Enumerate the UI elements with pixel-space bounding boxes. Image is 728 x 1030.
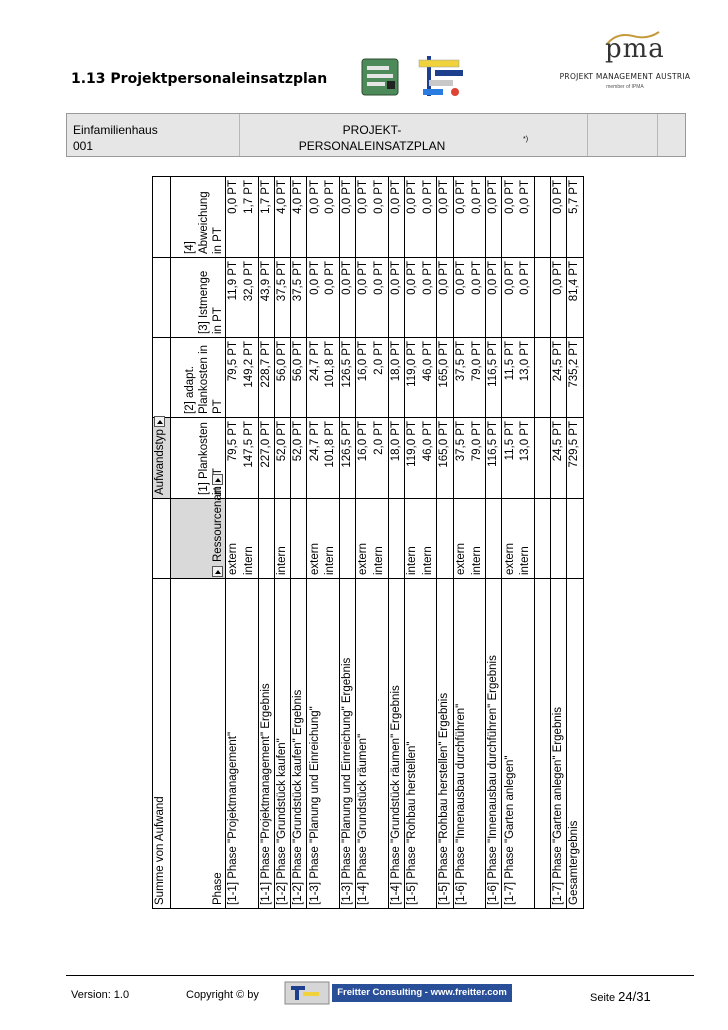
value-cell: 37,5 PT <box>453 418 469 499</box>
value-cell: 1,7 PT <box>258 177 274 258</box>
value-cell: 32,0 PT <box>242 258 258 338</box>
phase-cell <box>518 579 534 909</box>
footer-page <box>590 989 651 1004</box>
document-banner <box>66 113 686 157</box>
ressource-cell <box>486 499 502 579</box>
value-cell: 46,0 PT <box>421 338 437 418</box>
value-cell: 4,0 PT <box>274 177 290 258</box>
ressource-cell <box>437 499 453 579</box>
value-cell: 18,0 PT <box>388 418 404 499</box>
col-header-4: [4] Abweichung in PT <box>171 177 226 258</box>
logo-name: pma <box>605 34 665 64</box>
value-cell: 37,5 PT <box>274 258 290 338</box>
value-cell: 18,0 PT <box>388 338 404 418</box>
value-cell: 0,0 PT <box>323 177 339 258</box>
ressource-cell <box>339 499 355 579</box>
phase-cell: [1-1] Phase "Projektmanagement" <box>226 579 242 909</box>
value-cell: 0,0 PT <box>323 258 339 338</box>
table-row <box>274 177 290 909</box>
value-cell: 0,0 PT <box>421 177 437 258</box>
phase-header-label: Phase <box>212 872 224 905</box>
ressource-cell <box>258 499 274 579</box>
value-cell: 56,0 PT <box>291 338 307 418</box>
footnote-marker: *) <box>523 136 529 143</box>
value-cell: 2,0 PT <box>372 338 388 418</box>
value-cell: 119,0 PT <box>404 418 420 499</box>
ressource-cell: extern <box>356 499 372 579</box>
phase-cell <box>242 579 258 909</box>
value-cell <box>534 338 550 418</box>
phase-cell: [1-4] Phase "Grundstück räumen" <box>356 579 372 909</box>
table-row <box>339 177 355 909</box>
ressource-cell <box>551 499 567 579</box>
value-cell: 165,0 PT <box>437 418 453 499</box>
value-cell: 0,0 PT <box>453 177 469 258</box>
phase-cell: [1-6] Phase "Innenausbau durchführen" <box>453 579 469 909</box>
table-row <box>551 177 567 909</box>
value-cell: 0,0 PT <box>339 258 355 338</box>
phase-header[interactable] <box>171 579 226 909</box>
pivot-table <box>152 177 579 909</box>
value-cell: 0,0 PT <box>372 258 388 338</box>
value-cell: 79,0 PT <box>469 418 485 499</box>
value-cell: 37,5 PT <box>291 258 307 338</box>
value-cell: 0,0 PT <box>404 258 420 338</box>
ressource-cell: intern <box>518 499 534 579</box>
phase-cell <box>469 579 485 909</box>
table-row <box>307 177 323 909</box>
table-row <box>372 177 388 909</box>
value-cell: 101,8 PT <box>323 338 339 418</box>
value-cell: 24,7 PT <box>307 418 323 499</box>
value-cell: 43,9 PT <box>258 258 274 338</box>
value-cell: 1,7 PT <box>242 177 258 258</box>
phase-cell <box>421 579 437 909</box>
value-cell: 56,0 PT <box>274 338 290 418</box>
value-cell: 0,0 PT <box>226 177 242 258</box>
table-row <box>258 177 274 909</box>
footer-divider <box>66 975 694 976</box>
value-cell: 0,0 PT <box>388 177 404 258</box>
pivot-title: Summe von Aufwand <box>153 579 171 909</box>
phase-cell: [1-3] Phase "Planung und Einreichung" <box>307 579 323 909</box>
value-cell: 227,0 PT <box>258 418 274 499</box>
page-label: Seite <box>590 992 616 1004</box>
phase-cell <box>372 579 388 909</box>
phase-cell: [1-3] Phase "Planung und Einreichung" Ergebnis <box>339 579 355 909</box>
value-cell: 0,0 PT <box>518 177 534 258</box>
table-row <box>242 177 258 909</box>
value-cell: 147,5 PT <box>242 418 258 499</box>
value-cell: 0,0 PT <box>486 177 502 258</box>
aufwand-dropdown-icon[interactable] <box>154 416 165 427</box>
doc-title-line1: PROJEKT- <box>342 123 402 137</box>
ressource-cell: extern <box>453 499 469 579</box>
value-cell <box>534 258 550 338</box>
value-cell: 24,7 PT <box>307 338 323 418</box>
value-cell: 0,0 PT <box>502 177 518 258</box>
banner-divider <box>587 114 588 156</box>
value-cell <box>534 418 550 499</box>
value-cell: 0,0 PT <box>421 258 437 338</box>
page-number: 24/31 <box>618 989 651 1004</box>
value-cell: 5,7 PT <box>567 177 583 258</box>
value-cell: 52,0 PT <box>274 418 290 499</box>
value-cell: 101,8 PT <box>323 418 339 499</box>
phase-dropdown-icon[interactable] <box>212 566 223 577</box>
phase-cell: [1-6] Phase "Innenausbau durchführen" Ergebnis <box>486 579 502 909</box>
project-name: Einfamilienhaus <box>73 123 158 137</box>
table-row <box>469 177 485 909</box>
col-header-1: [1] Plankosten in <box>171 418 226 499</box>
value-cell: 0,0 PT <box>339 177 355 258</box>
table-row <box>502 177 518 909</box>
value-cell: 0,0 PT <box>356 258 372 338</box>
value-cell: 11,5 PT <box>502 418 518 499</box>
value-cell: 2,0 PT <box>372 418 388 499</box>
ressource-cell: intern <box>323 499 339 579</box>
value-cell: 0,0 PT <box>551 177 567 258</box>
value-cell: 13,0 PT <box>518 418 534 499</box>
table-row <box>486 177 502 909</box>
aufwand-field[interactable] <box>153 418 171 499</box>
phase-cell: [1-1] Phase "Projektmanagement" Ergebnis <box>258 579 274 909</box>
value-cell: 149,2 PT <box>242 338 258 418</box>
banner-divider <box>657 114 658 156</box>
logo-subtitle: PROJEKT MANAGEMENT AUSTRIA <box>559 72 691 81</box>
footer-company-banner: Freitter Consulting - www.freitter.com <box>332 984 512 1002</box>
col-header-2: [2] adapt. Plankosten in PT <box>171 338 226 418</box>
table-row <box>323 177 339 909</box>
value-cell: 126,5 PT <box>339 418 355 499</box>
phase-cell: Gesamtergebnis <box>567 579 583 909</box>
ressource-header[interactable] <box>171 487 226 579</box>
ressource-cell: intern <box>469 499 485 579</box>
value-cell: 46,0 PT <box>421 418 437 499</box>
value-cell: 24,5 PT <box>551 418 567 499</box>
phase-cell: [1-4] Phase "Grundstück räumen" Ergebnis <box>388 579 404 909</box>
value-cell: 0,0 PT <box>372 177 388 258</box>
ressource-cell <box>567 499 583 579</box>
value-cell: 0,0 PT <box>486 258 502 338</box>
freitter-logo-icon <box>285 980 329 1006</box>
value-cell: 11,5 PT <box>502 338 518 418</box>
ressource-cell: extern <box>307 499 323 579</box>
ressource-cell <box>388 499 404 579</box>
phase-cell: [1-2] Phase "Grundstück kaufen" Ergebnis <box>291 579 307 909</box>
value-cell: 0,0 PT <box>307 258 323 338</box>
table-row <box>437 177 453 909</box>
value-cell: 0,0 PT <box>551 258 567 338</box>
aufwand-field-label: Aufwandstyp <box>154 429 166 495</box>
ressource-cell: intern <box>421 499 437 579</box>
logo-member: member of IPMA <box>606 84 644 90</box>
value-cell: 126,5 PT <box>339 338 355 418</box>
value-cell: 0,0 PT <box>518 258 534 338</box>
value-cell: 119,0 PT <box>404 338 420 418</box>
table-row <box>404 177 420 909</box>
ressource-cell: extern <box>502 499 518 579</box>
value-cell: 116,5 PT <box>486 418 502 499</box>
doc-title-line2: PERSONALEINSATZPLAN <box>298 139 446 153</box>
value-cell: 0,0 PT <box>437 258 453 338</box>
footer-version: Version: 1.0 <box>71 989 130 1001</box>
value-cell: 52,0 PT <box>291 418 307 499</box>
ressource-cell: intern <box>242 499 258 579</box>
value-cell: 0,0 PT <box>404 177 420 258</box>
value-cell: 116,5 PT <box>486 338 502 418</box>
ressource-cell: extern <box>226 499 242 579</box>
table-row <box>518 177 534 909</box>
phase-cell <box>323 579 339 909</box>
footer-copyright: Copyright © by <box>186 989 259 1001</box>
value-cell: 228,7 PT <box>258 338 274 418</box>
pivot-table-container <box>152 177 579 909</box>
table-row <box>567 177 583 909</box>
value-cell: 81,4 PT <box>567 258 583 338</box>
ressource-cell <box>534 499 550 579</box>
value-cell: 0,0 PT <box>437 177 453 258</box>
table-row <box>291 177 307 909</box>
table-row <box>388 177 404 909</box>
phase-cell: [1-5] Phase "Rohbau herstellen" <box>404 579 420 909</box>
ressource-cell: intern <box>404 499 420 579</box>
pma-logo <box>555 28 695 98</box>
value-cell: 0,0 PT <box>469 258 485 338</box>
project-number: 001 <box>73 139 94 153</box>
value-cell: 24,5 PT <box>551 338 567 418</box>
table-row <box>421 177 437 909</box>
phase-cell: [1-7] Phase "Garten anlegen" Ergebnis <box>551 579 567 909</box>
value-cell: 16,0 PT <box>356 338 372 418</box>
value-cell <box>534 177 550 258</box>
value-cell: 79,0 PT <box>469 338 485 418</box>
phase-cell <box>534 579 550 909</box>
value-cell: 79,5 PT <box>226 338 242 418</box>
value-cell: 11,9 PT <box>226 258 242 338</box>
value-cell: 13,0 PT <box>518 338 534 418</box>
value-cell: 165,0 PT <box>437 338 453 418</box>
ressource-cell: intern <box>274 499 290 579</box>
table-row <box>453 177 469 909</box>
ressource-cell <box>291 499 307 579</box>
value-cell: 16,0 PT <box>356 418 372 499</box>
value-cell: 4,0 PT <box>291 177 307 258</box>
ressource-header-label: Ressourcenart <box>212 487 224 562</box>
value-cell: 0,0 PT <box>307 177 323 258</box>
value-cell: 79,5 PT <box>226 418 242 499</box>
value-cell: 0,0 PT <box>469 177 485 258</box>
table-row <box>534 177 550 909</box>
gantt-chart-icon <box>417 50 469 100</box>
section-heading: 1.13 Projektpersonaleinsatzplan <box>71 71 328 87</box>
value-cell: 735,2 PT <box>567 338 583 418</box>
value-cell: 0,0 PT <box>356 177 372 258</box>
value-cell: 729,5 PT <box>567 418 583 499</box>
phase-cell: [1-2] Phase "Grundstück kaufen" <box>274 579 290 909</box>
ressource-dropdown-icon[interactable] <box>212 474 223 485</box>
table-row <box>356 177 372 909</box>
value-cell: 0,0 PT <box>388 258 404 338</box>
phase-cell: [1-7] Phase "Garten anlegen" <box>502 579 518 909</box>
value-cell: 0,0 PT <box>453 258 469 338</box>
document-icon <box>360 57 400 97</box>
col-header-3: [3] Istmenge in PT <box>171 258 226 338</box>
value-cell: 0,0 PT <box>502 258 518 338</box>
value-cell: 37,5 PT <box>453 338 469 418</box>
table-row <box>226 177 242 909</box>
phase-cell: [1-5] Phase "Rohbau herstellen" Ergebnis <box>437 579 453 909</box>
ressource-cell: intern <box>372 499 388 579</box>
